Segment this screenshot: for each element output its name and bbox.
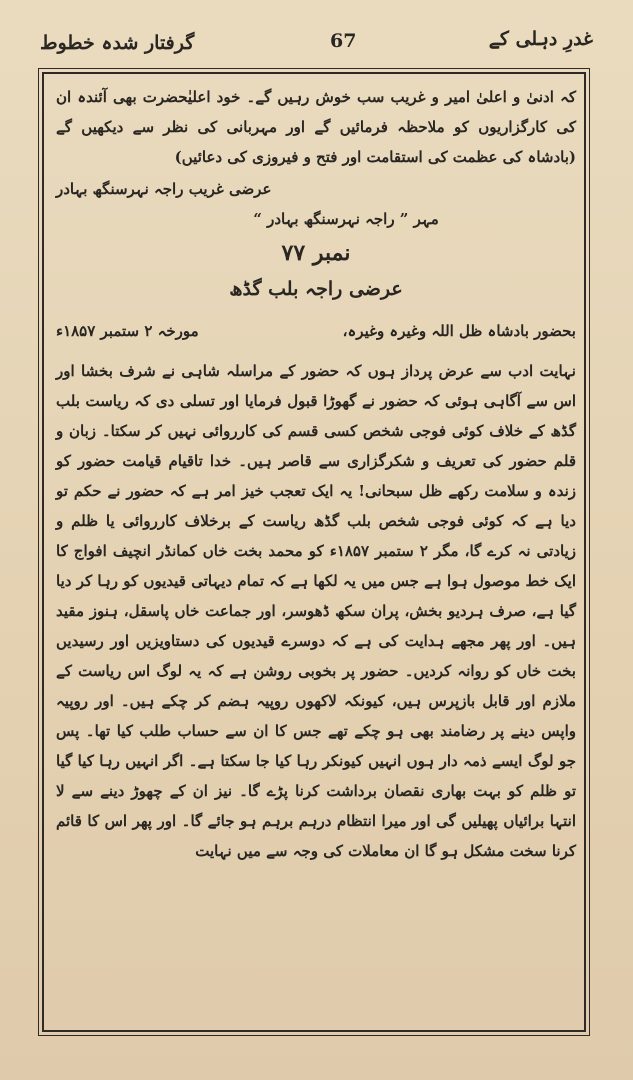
letter-title: عرضی راجہ بلب گڈھ [229,278,403,300]
address-row [56,316,576,350]
book-title: غدرِ دہلی کے [488,28,593,50]
letter-date: مورخہ ۲ ستمبر ۱۸۵۷ء [56,322,199,340]
letter-number: نمبر ۷۷ [281,240,351,266]
page-content [56,82,576,866]
section-title: گرفتار شدہ خطوط [40,32,195,54]
letter-address: بحضور بادشاہ ظل اللہ وغیرہ وغیرہ، [342,322,576,340]
letter-body: نہایت ادب سے عرض پرداز ہوں کہ حضور کے مراسلہ شاہی نے شرف بخشا اور اس سے آگاہی ہوئی کہ حضور نے گھوڑا قبول فرمایا اور تسلی دی کہ ریاست بلب گڈھ کے خلاف کوئی فوجی شخص کسی قسم کی کارروائی نہیں کر سکتا۔ زبان و قلم حضور کی تعریف و شکرگزاری سے قاصر ہیں۔ خدا تاقیام قیامت حضور کو زندہ و سلامت رکھے ظل سبحانی! یہ ایک تعجب خیز امر ہے کہ حضور نے حکم تو دیا ہے کہ کوئی فوجی شخص بلب گڈھ ریاست کے برخلاف کارروائی یا ظلم و زیادتی نہ کرے گا، مگر ۲ ستمبر ۱۸۵۷ء کو محمد بخت خاں کمانڈر انچیف افواج کا ایک خط موصول ہوا ہے جس میں یہ لکھا ہے کہ تمام دیہاتی قیدیوں کو رہا کر دیا گیا ہے، صرف ہردیو بخش، پران سکھ ڈھوسر، اور جماعت خاں پاسقل، ہنوز مقید ہیں۔ اور پھر مجھے ہدایت کی ہے کہ دوسرے قیدیوں کی دستاویزیں اور رسیدیں بخت خاں کو روانہ کردیں۔ حضور پر بخوبی روشن ہے کہ یہ لوگ اس ریاست کے ملازم اور قابل بازپرس ہیں، کیونکہ لاکھوں روپیہ ہضم کر چکے ہیں۔ اور روپیہ واپس دینے پر رضامند بھی ہو چکے تھے جس کا ان سے حساب طلب کیا تھا۔ پس جو لوگ ایسے ذمہ دار ہوں انہیں کیونکر رہا کیا جا سکتا ہے۔ اگر انہیں رہا کیا گیا تو ظلم کو بہت بھاری نقصان برداشت کرنا پڑے گا۔ نیز ان کے چھوڑ دینے سے لا انتہا برائیاں پھیلیں گی اور میرا انتظام درہم برہم ہو جائے گا۔ اور پھر اس کا قائم کرنا سخت مشکل ہو گا ان معاملات کی وجہ سے میں نہایت [56,362,577,860]
previous-letter-closing: کہ ادنیٰ و اعلیٰ امیر و غریب سب خوش رہیں گے۔ خود اعلیٰحضرت بھی آئندہ ان کی کارگزاریوں کو ملاحظہ فرمائیں گے اور مہربانی کی نظر سے دیکھیں گے (بادشاہ کی عظمت کی استقامت اور فتح و فیروزی کی دعائیں) [56,88,576,166]
running-head [40,10,593,70]
previous-letter-seal: مہر ” راجہ نہرسنگھ بہادر “ [253,210,439,228]
page-number: 67 [330,30,357,52]
previous-letter-signature: عرضی غریب راجہ نہرسنگھ بہادر [56,180,272,198]
